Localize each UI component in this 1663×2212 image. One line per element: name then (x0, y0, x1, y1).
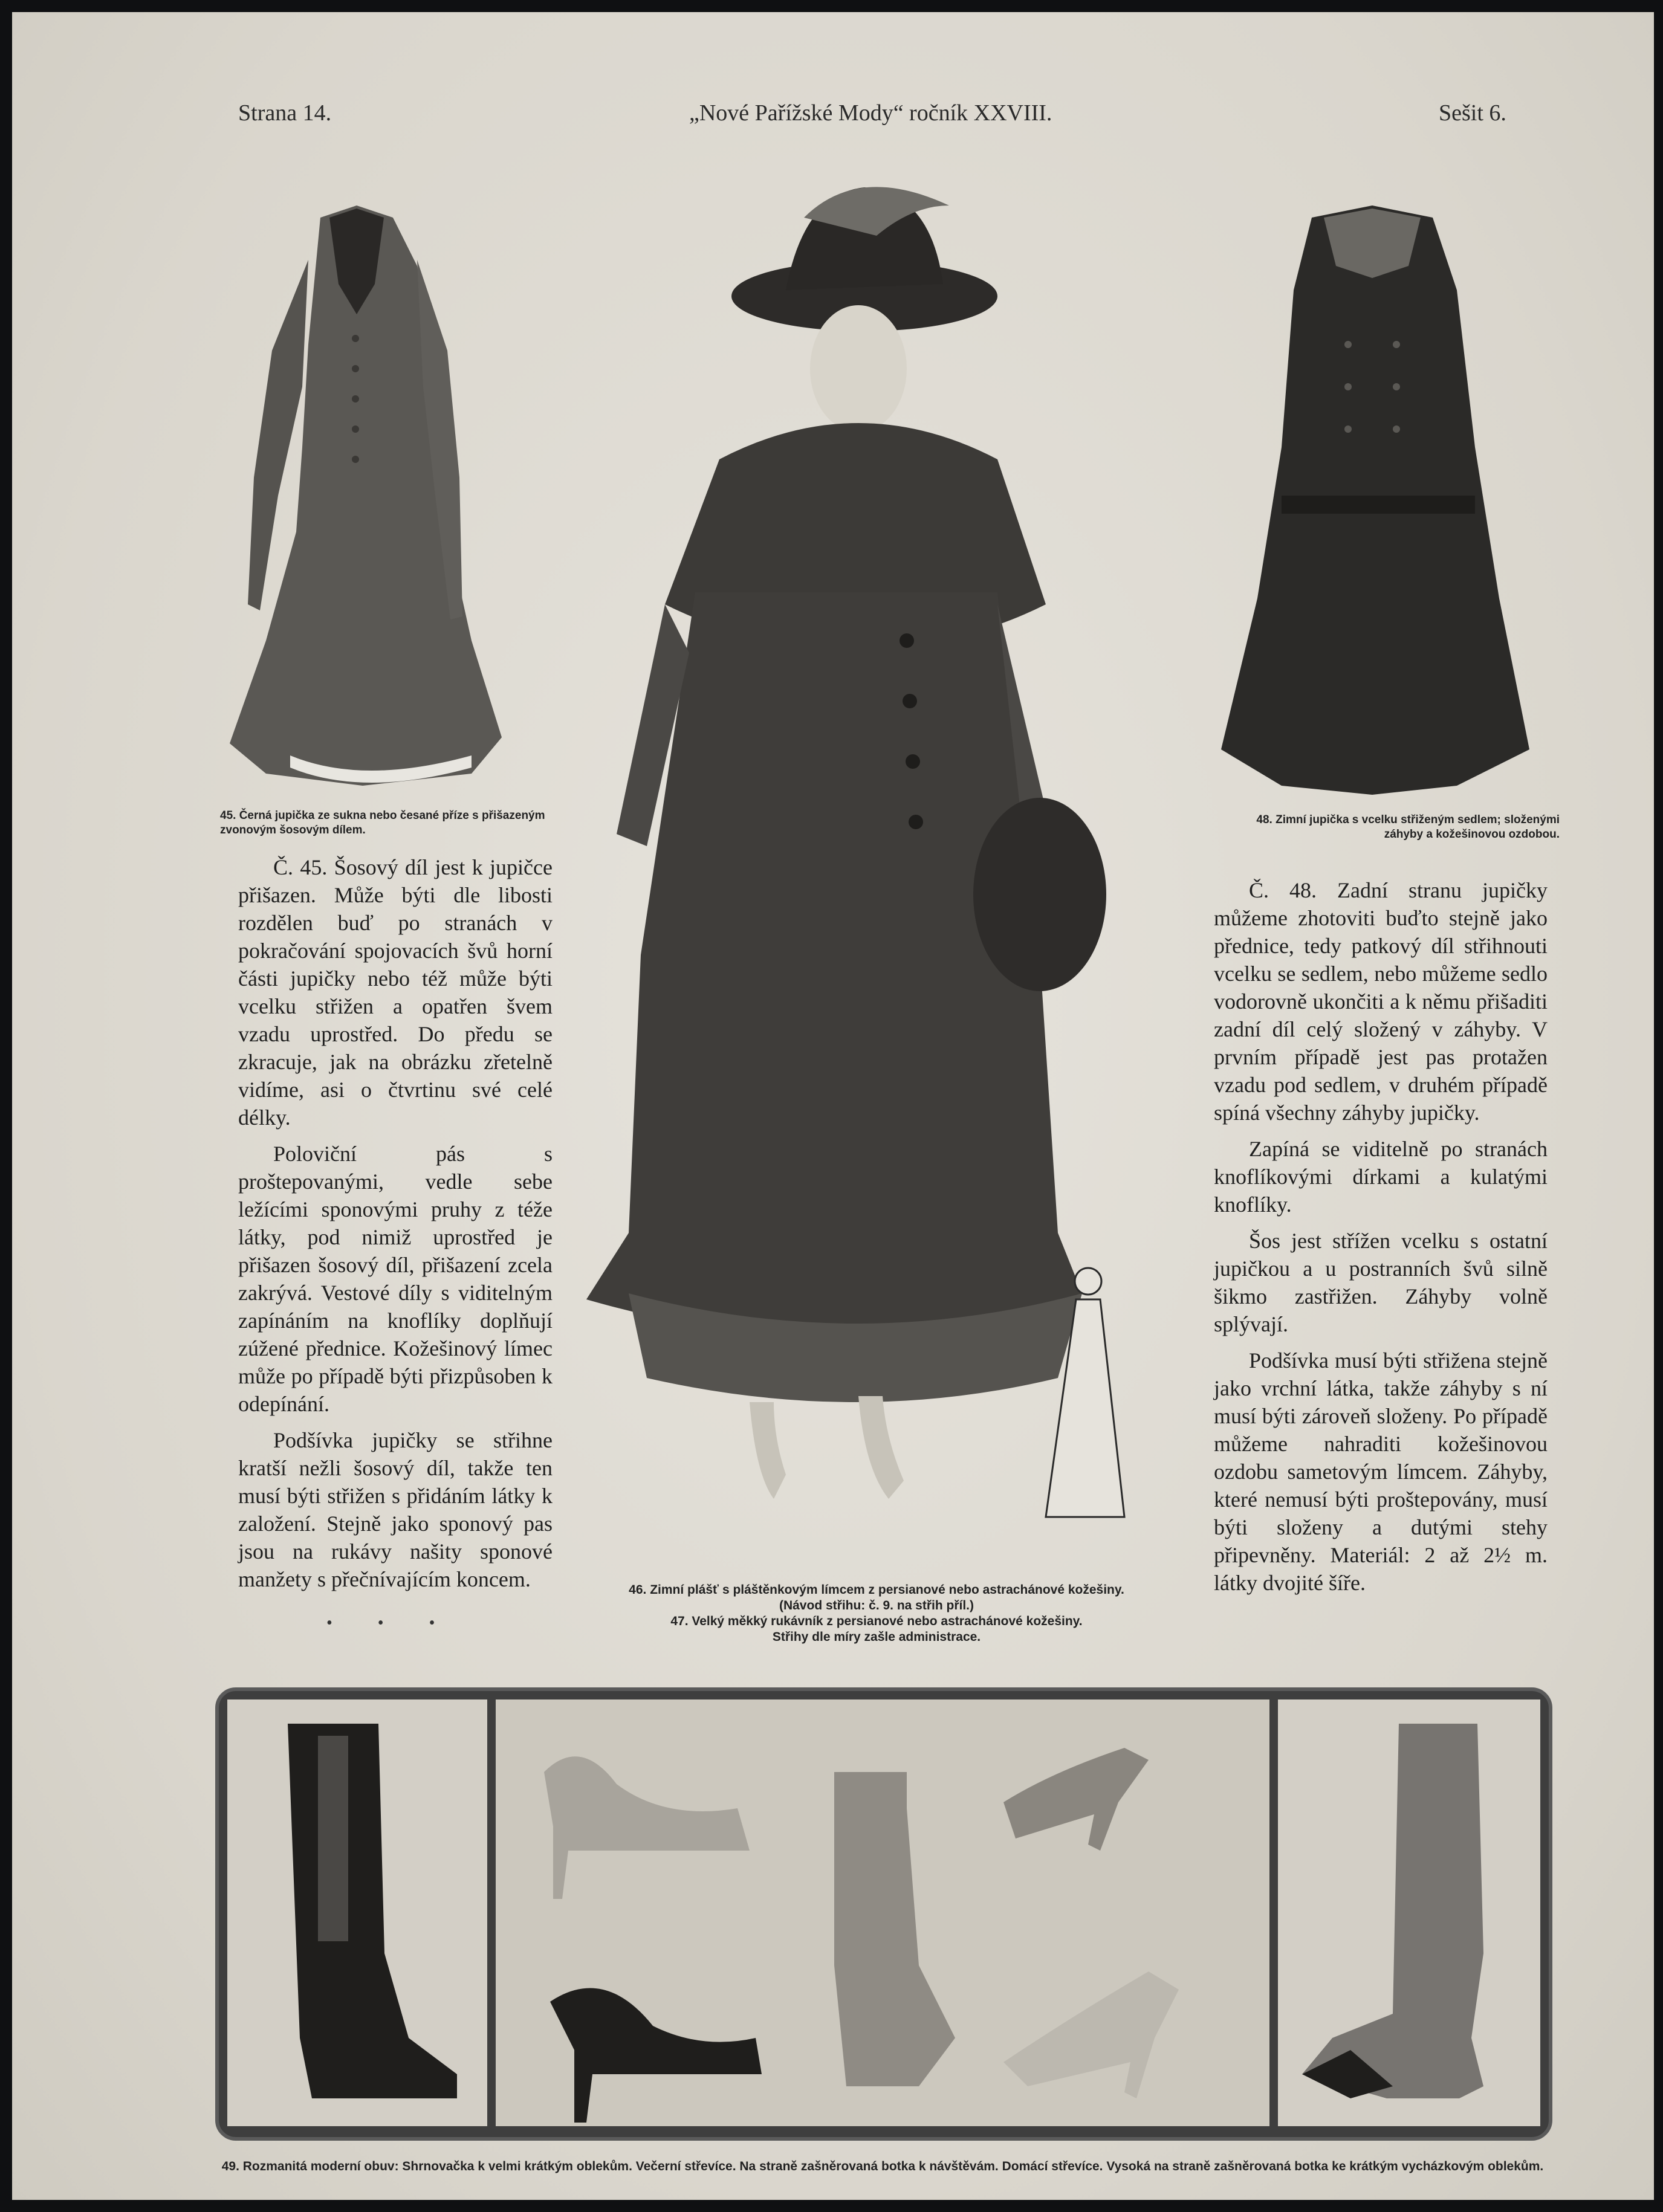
paragraph: Podšívka jupičky se střihne kratší nežli šosový díl, takže ten musí býti střižen s přidáním látky k založení. Stejně jako sponový pas jsou na rukávy našity sponové manžety s přečnívajícím koncem. (238, 1428, 553, 1591)
page-number: Strana 14. (238, 100, 332, 126)
magazine-page (12, 12, 1654, 2200)
jacket-48-illustration (1215, 205, 1541, 798)
caption-figure-46-47 (556, 1582, 1197, 1645)
caption-line: 47. Velký měkký rukávník z persianové nebo astrachánové kožešiny. (670, 1614, 1083, 1628)
caption-line: Střihy dle míry zašle administrace. (772, 1630, 981, 1644)
right-text-column (1214, 876, 1548, 1605)
magazine-title: „Nové Pařížské Mody“ ročník XXVIII. (689, 100, 1052, 126)
paragraph: Zapíná se viditelně po stranách knoflíkovými dírkami a kulatými knoflíky. (1214, 1137, 1548, 1217)
paragraph: Č. 45. Šosový díl jest k jupičce přišazen. Může býti dle libosti rozdělen buď po stranách v pokračování spojovacích švů horní části jupičky nebo též může býti vcelku střižen a opatřen švem vzadu uprostřed. Do předu se zkracuje, jak na obrázku zřetelně vidíme, asi o čtvrtinu své celé délky. (238, 855, 553, 1130)
coat-46-illustration (574, 169, 1136, 1547)
jacket-45-illustration (218, 193, 532, 798)
caption-line: 46. Zimní plášť s pláštěnkovým límcem z persianové nebo astrachánové kožešiny. (629, 1583, 1124, 1597)
caption-figure-45: 45. Černá jupička ze sukna nebo česané příze s přišazeným zvonovým šosovým dílem. (220, 809, 545, 836)
left-text-column (238, 853, 553, 1602)
paragraph: Šos jest střížen vcelku s ostatní jupičkou a u postranních švů silně šikmo zastřižen. Záhyby volně splývají. (1214, 1229, 1548, 1336)
shoes-illustration-frame (215, 1687, 1552, 2141)
tall-boot-panel (227, 1699, 487, 2126)
paragraph: Č. 48. Zadní stranu jupičky můžeme zhotoviti buďto stejně jako přednice, tedy patkový díl střihnouti vcelku se sedlem, nebo můžeme sedlo vodorovně ukončiti a k němu přišaditi zadní díl celý složený v záhyby. V prvním případě jest pas protažen vzadu pod sedlem, v druhém případě spíná všechny záhyby jupičky. (1214, 878, 1548, 1125)
paragraph: Poloviční pás s proštepovanými, vedle sebe ležícími sponovými pruhy z téže látky, pod nimiž uprostřed je přišazen šosový díl, přišazení zcela zakrývá. Vestové díly s viditelným zapínáním na knoflíky doplňují zúžené přednice. Kožešinový límec může po případě býti přizpůsoben k odepínání. (238, 1142, 553, 1416)
issue-number: Sešit 6. (1439, 100, 1506, 126)
laced-boot-panel (1278, 1699, 1540, 2126)
caption-figure-48: 48. Zimní jupička s vcelku střiženým sedlem; složenými záhyby a kožešinovou ozdobou. (1256, 813, 1560, 841)
caption-figure-49: 49. Rozmanitá moderní obuv: Shrnovačka k velmi krátkým oblekům. Večerní střevíce. Na straně zašněrovaná botka k návštěvám. Domácí střevíce. Vysoká na straně zašněrovaná botka ke krátkým vycházkovým oblekům. (221, 2159, 1544, 2173)
shoes-center-panel (496, 1699, 1269, 2126)
caption-line: (Návod střihu: č. 9. na střih příl.) (779, 1599, 974, 1612)
paragraph: Podšívka musí býti střižena stejně jako vrchní látka, takže záhyby s ní musí býti zároveň složeny. Po případě můžeme nahraditi kožešinovou ozdobu sametovým límcem. Záhyby, které nemusí býti proštepovány, musí býti složeny a dutými stehy připevněny. Materiál: 2 až 2½ m. látky dvojité šíře. (1214, 1348, 1548, 1595)
section-divider-dots: • • • (326, 1614, 456, 1632)
